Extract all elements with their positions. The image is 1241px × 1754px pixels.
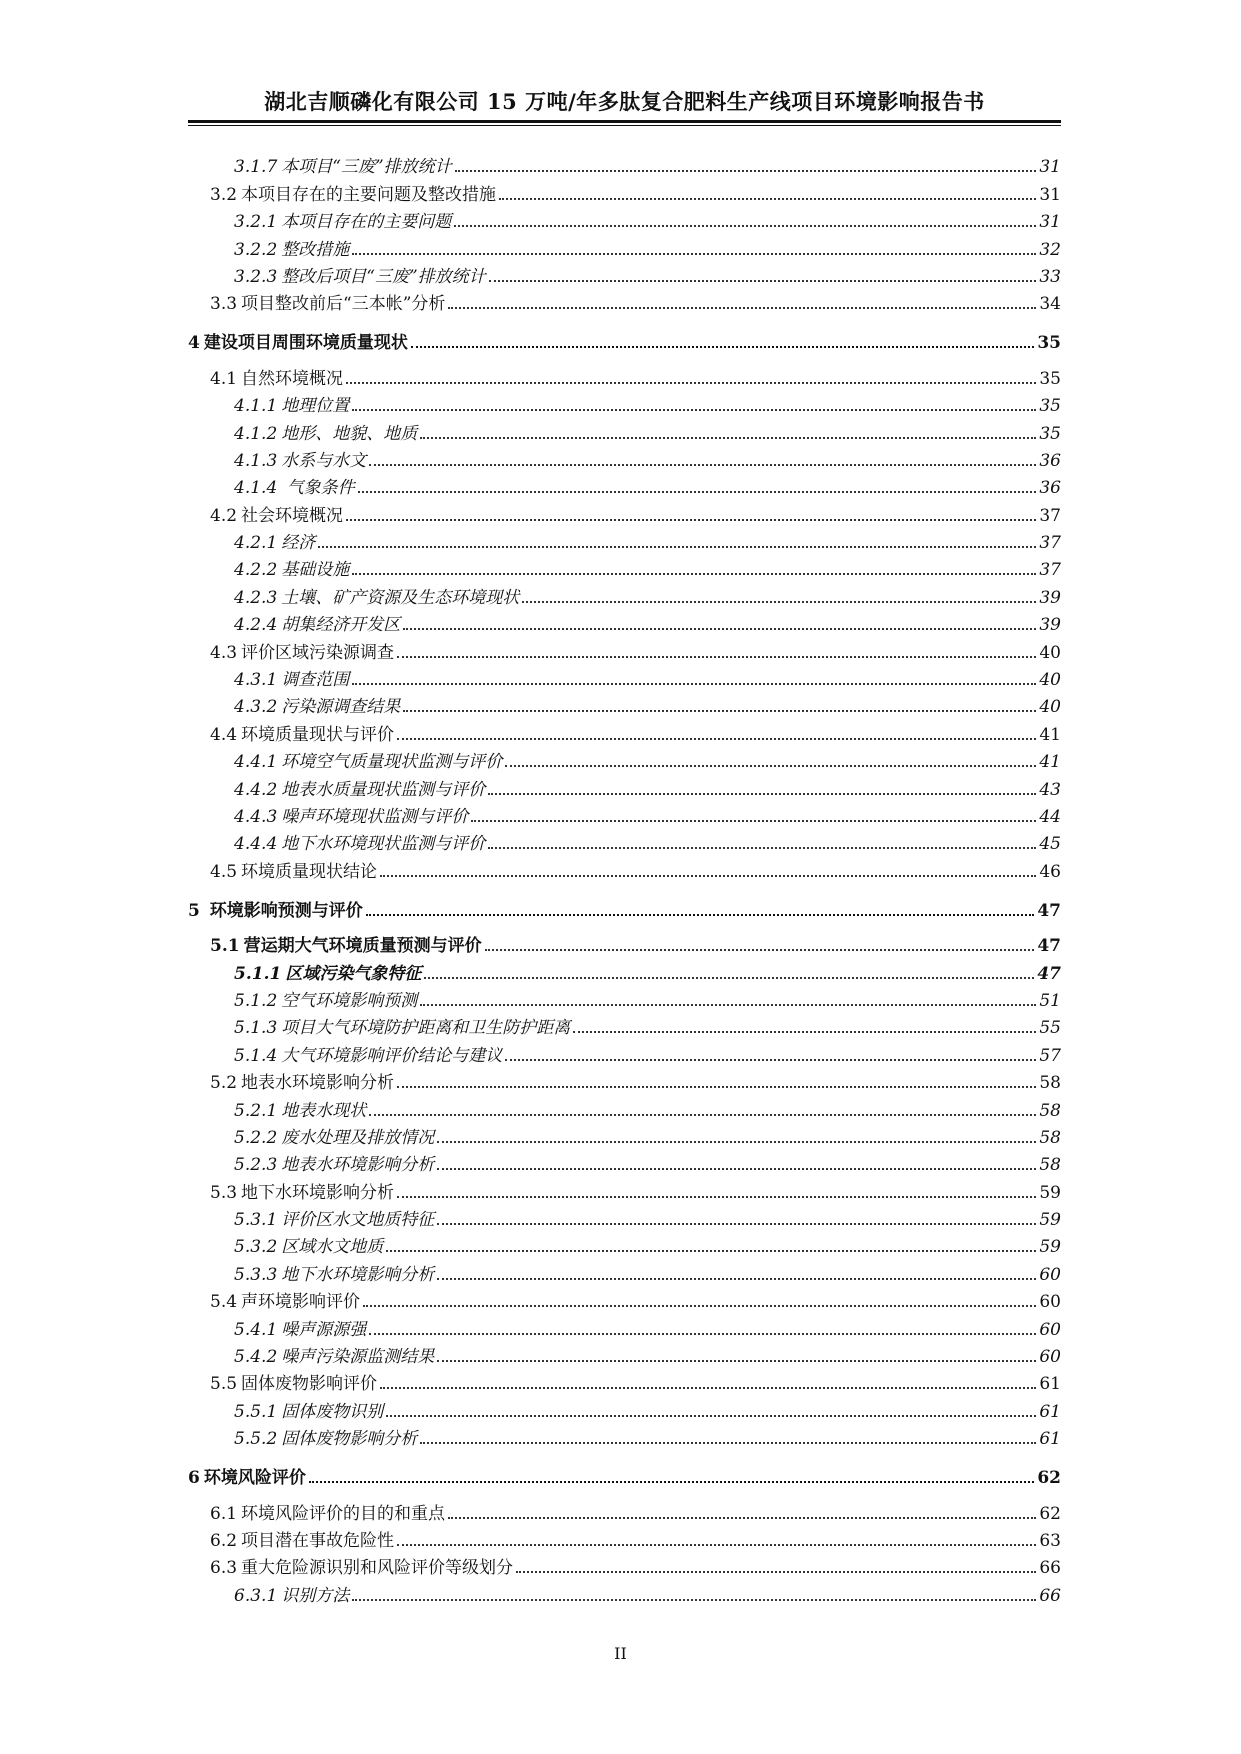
- toc-entry-number: 4.3.1: [234, 670, 278, 691]
- toc-entry-number: 6.3.1: [234, 1585, 278, 1606]
- toc-dot-leader: [573, 1031, 1036, 1033]
- toc-entry-title: 评价区水文地质特征: [281, 1210, 435, 1231]
- toc-entry-number: 5.5: [210, 1374, 238, 1395]
- toc-dot-leader: [411, 346, 1034, 348]
- toc-entry-number: 5.2.2: [234, 1127, 278, 1148]
- toc-entry[interactable]: [188, 498, 1061, 525]
- toc-entry[interactable]: [188, 1551, 1061, 1578]
- toc-entry[interactable]: [188, 389, 1061, 416]
- toc-entry-page: 31: [1039, 184, 1061, 205]
- toc-entry-page: 41: [1039, 724, 1061, 745]
- toc-entry-page: 57: [1039, 1045, 1061, 1066]
- toc-entry-number: 5.2.1: [234, 1100, 278, 1121]
- toc-entry[interactable]: [188, 361, 1061, 388]
- toc-entry-number: 5.4.1: [234, 1319, 278, 1340]
- toc-entry-page: 55: [1039, 1018, 1061, 1039]
- toc-entry-number: 4.3: [210, 642, 238, 663]
- toc-dot-leader: [516, 1571, 1036, 1573]
- toc-entry-page: 32: [1039, 239, 1061, 260]
- toc-entry[interactable]: [188, 580, 1061, 607]
- toc-entry[interactable]: [188, 1340, 1061, 1367]
- toc-entry-title: 营运期大气环境质量预测与评价: [243, 936, 482, 957]
- toc-entry-title: 项目整改前后“三本帐”分析: [241, 294, 446, 315]
- toc-entry-number: 5.2: [210, 1073, 238, 1094]
- toc-entry-title: 重大危险源识别和风险评价等级划分: [241, 1558, 514, 1579]
- toc-entry-number: 5.1: [210, 936, 240, 957]
- toc-entry-title: 声环境影响评价: [241, 1292, 361, 1313]
- toc-entry[interactable]: [188, 772, 1061, 799]
- toc-entry-page: 40: [1039, 697, 1061, 718]
- toc-dot-leader: [346, 382, 1036, 384]
- toc-entry-title: 环境空气质量现状监测与评价: [281, 752, 503, 773]
- toc-entry-title: 建设项目周围环境质量现状: [203, 333, 408, 354]
- toc-entry-number: 6: [188, 1468, 200, 1489]
- toc-entry-title: 环境风险评价: [203, 1468, 306, 1489]
- toc-entry-number: 4.1.2: [234, 423, 278, 444]
- toc-entry-page: 60: [1039, 1264, 1061, 1285]
- toc-entry-number: 5.1.2: [234, 990, 278, 1011]
- toc-dot-leader: [505, 1059, 1036, 1061]
- toc-entry[interactable]: [188, 471, 1061, 498]
- toc-entry-page: 35: [1037, 333, 1061, 354]
- table-of-contents: [188, 150, 1061, 1606]
- toc-dot-leader: [424, 977, 1034, 979]
- toc-dot-leader: [522, 601, 1036, 603]
- toc-entry-page: 43: [1039, 779, 1061, 800]
- toc-dot-leader: [369, 1333, 1036, 1335]
- toc-entry-number: 5: [188, 900, 200, 921]
- toc-entry[interactable]: [188, 1038, 1061, 1065]
- toc-dot-leader: [397, 1086, 1036, 1088]
- toc-entry-number: 3.2.3: [234, 266, 278, 287]
- toc-entry-page: 66: [1039, 1585, 1061, 1606]
- toc-entry-page: 40: [1039, 642, 1061, 663]
- toc-entry[interactable]: [188, 1285, 1061, 1312]
- toc-entry-number: 4.4: [210, 724, 238, 745]
- toc-entry-number: 4.1: [210, 368, 238, 389]
- toc-dot-leader: [437, 1360, 1036, 1362]
- toc-entry[interactable]: [188, 717, 1061, 744]
- toc-dot-leader: [488, 847, 1036, 849]
- toc-dot-leader: [448, 1517, 1036, 1519]
- toc-entry-number: 5.4.2: [234, 1347, 278, 1368]
- toc-entry[interactable]: [188, 956, 1061, 983]
- toc-dot-leader: [363, 1305, 1036, 1307]
- toc-entry-title: 本项目存在的主要问题及整改措施: [241, 184, 497, 205]
- toc-entry[interactable]: [188, 608, 1061, 635]
- toc-entry[interactable]: [188, 1148, 1061, 1175]
- toc-entry[interactable]: [188, 690, 1061, 717]
- toc-dot-leader: [318, 546, 1036, 548]
- toc-entry[interactable]: [188, 232, 1061, 259]
- toc-entry[interactable]: [188, 205, 1061, 232]
- toc-entry-page: 44: [1039, 806, 1061, 827]
- toc-entry-title: 水系与水文: [281, 450, 367, 471]
- toc-entry-page: 34: [1039, 294, 1061, 315]
- toc-entry-title: 区域水文地质: [281, 1237, 384, 1258]
- toc-entry-page: 33: [1039, 266, 1061, 287]
- toc-entry-number: 5.4: [210, 1292, 238, 1313]
- toc-entry-number: 4.1.3: [234, 450, 278, 471]
- toc-entry-page: 46: [1039, 861, 1061, 882]
- toc-dot-leader: [505, 765, 1036, 767]
- toc-dot-leader: [352, 683, 1036, 685]
- toc-entry-page: 60: [1039, 1292, 1061, 1313]
- toc-entry-title: 基础设施: [281, 560, 350, 581]
- toc-entry-number: 5.3: [210, 1182, 238, 1203]
- toc-entry[interactable]: [188, 444, 1061, 471]
- toc-dot-leader: [352, 1599, 1036, 1601]
- toc-entry[interactable]: [188, 1257, 1061, 1284]
- toc-entry-page: 39: [1039, 587, 1061, 608]
- toc-entry-page: 31: [1039, 157, 1061, 178]
- toc-dot-leader: [309, 1481, 1034, 1483]
- toc-dot-leader: [397, 1196, 1036, 1198]
- toc-entry-page: 37: [1039, 560, 1061, 581]
- toc-entry-title: 环境质量现状结论: [241, 861, 378, 882]
- toc-entry-title: 本项目“三废”排放统计: [281, 157, 452, 178]
- toc-entry[interactable]: [188, 287, 1061, 314]
- toc-entry[interactable]: [188, 1011, 1061, 1038]
- toc-dot-leader: [397, 1544, 1036, 1546]
- toc-entry-title: 地表水环境影响分析: [281, 1155, 435, 1176]
- toc-dot-leader: [386, 1250, 1036, 1252]
- toc-entry-number: 5.1.4: [234, 1045, 278, 1066]
- toc-entry[interactable]: [188, 1367, 1061, 1394]
- toc-entry-number: 5.1.3: [234, 1018, 278, 1039]
- toc-entry[interactable]: [188, 663, 1061, 690]
- toc-entry-title: 社会环境概况: [241, 505, 344, 526]
- toc-entry-number: 5.5.1: [234, 1401, 278, 1422]
- toc-entry-page: 36: [1039, 450, 1061, 471]
- toc-entry[interactable]: [188, 1422, 1061, 1449]
- toc-dot-leader: [437, 1278, 1036, 1280]
- document-header-title: 湖北吉顺磷化有限公司 15 万吨/年多肽复合肥料生产线项目环境影响报告书: [264, 89, 985, 114]
- toc-entry-title: 地表水环境影响分析: [241, 1073, 395, 1094]
- toc-dot-leader: [369, 1114, 1036, 1116]
- toc-entry-page: 36: [1039, 478, 1061, 499]
- toc-entry[interactable]: [188, 1578, 1061, 1605]
- toc-entry-page: 41: [1039, 752, 1061, 773]
- toc-dot-leader: [420, 1004, 1036, 1006]
- toc-entry[interactable]: [188, 260, 1061, 287]
- toc-entry-title: 土壤、矿产资源及生态环境现状: [281, 587, 520, 608]
- header-rule-thin: [188, 125, 1061, 126]
- toc-dot-leader: [352, 573, 1036, 575]
- toc-entry[interactable]: [188, 1458, 1061, 1488]
- toc-entry-title: 项目大气环境防护距离和卫生防护距离: [281, 1018, 571, 1039]
- toc-entry[interactable]: [188, 635, 1061, 662]
- toc-dot-leader: [380, 875, 1036, 877]
- toc-entry-page: 58: [1039, 1073, 1061, 1094]
- toc-entry[interactable]: [188, 891, 1061, 921]
- toc-entry-page: 60: [1039, 1319, 1061, 1340]
- toc-entry-title: 地下水环境影响分析: [241, 1182, 395, 1203]
- toc-dot-leader: [488, 793, 1036, 795]
- toc-entry-title: 噪声环境现状监测与评价: [281, 806, 469, 827]
- toc-entry-title: 噪声污染源监测结果: [281, 1347, 435, 1368]
- toc-entry-page: 47: [1037, 936, 1061, 957]
- toc-entry-title: 本项目存在的主要问题: [281, 212, 452, 233]
- toc-dot-leader: [485, 949, 1035, 951]
- toc-entry-number: 4.1.1: [234, 396, 278, 417]
- toc-entry-page: 47: [1037, 963, 1061, 984]
- toc-entry-number: 4.4.2: [234, 779, 278, 800]
- toc-entry-title: 整改后项目“三废”排放统计: [281, 266, 486, 287]
- toc-entry-page: 63: [1039, 1530, 1061, 1551]
- toc-dot-leader: [386, 1415, 1036, 1417]
- toc-entry-number: 4: [188, 333, 200, 354]
- toc-entry-number: 4.2.2: [234, 560, 278, 581]
- page-number: II: [614, 1644, 627, 1663]
- toc-entry-page: 47: [1037, 900, 1061, 921]
- toc-entry[interactable]: [188, 150, 1061, 177]
- toc-entry-number: 5.5.2: [234, 1429, 278, 1450]
- toc-dot-leader: [403, 628, 1036, 630]
- toc-entry-title: 环境风险评价的目的和重点: [241, 1503, 446, 1524]
- toc-entry[interactable]: [188, 1066, 1061, 1093]
- toc-entry-title: 地下水环境影响分析: [281, 1264, 435, 1285]
- toc-dot-leader: [471, 820, 1036, 822]
- toc-entry[interactable]: [188, 929, 1061, 956]
- toc-entry-page: 66: [1039, 1558, 1061, 1579]
- toc-entry-title: 调查范围: [281, 670, 350, 691]
- toc-entry-page: 51: [1039, 990, 1061, 1011]
- toc-entry[interactable]: [188, 1121, 1061, 1148]
- toc-entry-number: 4.2.3: [234, 587, 278, 608]
- toc-dot-leader: [454, 225, 1036, 227]
- toc-entry[interactable]: [188, 1394, 1061, 1421]
- toc-dot-leader: [437, 1168, 1036, 1170]
- toc-entry-number: 6.3: [210, 1558, 238, 1579]
- toc-entry[interactable]: [188, 745, 1061, 772]
- toc-entry-title: 固体废物影响分析: [281, 1429, 418, 1450]
- toc-entry-page: 35: [1039, 423, 1061, 444]
- toc-entry-page: 60: [1039, 1347, 1061, 1368]
- toc-entry-title: 经济: [281, 533, 316, 554]
- toc-dot-leader: [437, 1141, 1036, 1143]
- toc-entry-title: 项目潜在事故危险性: [241, 1530, 395, 1551]
- toc-entry-number: 4.4.1: [234, 752, 278, 773]
- toc-entry[interactable]: [188, 1312, 1061, 1339]
- toc-entry-title: 识别方法: [281, 1585, 350, 1606]
- toc-entry-number: 3.1.7: [234, 157, 278, 178]
- toc-entry-page: 35: [1039, 368, 1061, 389]
- toc-entry-number: 4.2.1: [234, 533, 278, 554]
- toc-entry-number: 5.2.3: [234, 1155, 278, 1176]
- toc-entry[interactable]: [188, 553, 1061, 580]
- toc-entry-number: 3.2.2: [234, 239, 278, 260]
- toc-entry-title: 整改措施: [281, 239, 350, 260]
- toc-dot-leader: [437, 1223, 1036, 1225]
- toc-entry-number: 5.1.1: [234, 963, 282, 984]
- toc-entry[interactable]: [188, 1524, 1061, 1551]
- toc-entry-page: 37: [1039, 533, 1061, 554]
- toc-entry-page: 31: [1039, 212, 1061, 233]
- toc-dot-leader: [352, 409, 1036, 411]
- toc-entry-number: 4.3.2: [234, 697, 278, 718]
- toc-entry-title: 大气环境影响评价结论与建议: [281, 1045, 503, 1066]
- toc-entry-title: 污染源调查结果: [281, 697, 401, 718]
- toc-entry[interactable]: [188, 1496, 1061, 1523]
- toc-entry[interactable]: [188, 1203, 1061, 1230]
- toc-entry-number: 3.3: [210, 294, 238, 315]
- toc-entry-page: 37: [1039, 505, 1061, 526]
- toc-entry-number: 3.2.1: [234, 212, 278, 233]
- toc-dot-leader: [448, 307, 1036, 309]
- toc-entry-number: 6.1: [210, 1503, 238, 1524]
- toc-entry[interactable]: [188, 526, 1061, 553]
- toc-entry[interactable]: [188, 1093, 1061, 1120]
- toc-entry-page: 61: [1039, 1374, 1061, 1395]
- toc-entry-title: 环境质量现状与评价: [241, 724, 395, 745]
- toc-entry-title: 地理位置: [281, 396, 350, 417]
- toc-entry-title: 噪声源源强: [281, 1319, 367, 1340]
- toc-entry[interactable]: [188, 177, 1061, 204]
- toc-dot-leader: [346, 519, 1036, 521]
- toc-entry-number: 5.3.1: [234, 1210, 278, 1231]
- toc-dot-leader: [455, 170, 1037, 172]
- toc-entry[interactable]: [188, 1175, 1061, 1202]
- toc-entry-number: 4.2.4: [234, 615, 278, 636]
- toc-entry-title: 地表水质量现状监测与评价: [281, 779, 486, 800]
- toc-entry-page: 35: [1039, 396, 1061, 417]
- toc-entry-title: 评价区域污染源调查: [241, 642, 395, 663]
- toc-dot-leader: [397, 656, 1036, 658]
- toc-entry-title: 气象条件: [281, 478, 355, 499]
- toc-dot-leader: [369, 464, 1036, 466]
- toc-entry-title: 区域污染气象特征: [285, 963, 422, 984]
- toc-entry-title: 固体废物影响评价: [241, 1374, 378, 1395]
- toc-entry-page: 61: [1039, 1429, 1061, 1450]
- toc-dot-leader: [489, 280, 1037, 282]
- toc-entry-number: 4.1.4: [234, 478, 278, 499]
- toc-entry-page: 58: [1039, 1127, 1061, 1148]
- toc-entry-page: 62: [1039, 1503, 1061, 1524]
- toc-entry[interactable]: [188, 800, 1061, 827]
- toc-entry-number: 6.2: [210, 1530, 238, 1551]
- toc-entry-title: 胡集经济开发区: [281, 615, 401, 636]
- toc-entry[interactable]: [188, 984, 1061, 1011]
- toc-entry-title: 地形、地貌、地质: [281, 423, 418, 444]
- toc-entry-page: 58: [1039, 1155, 1061, 1176]
- toc-entry-page: 40: [1039, 670, 1061, 691]
- toc-entry-number: 4.5: [210, 861, 238, 882]
- toc-entry-number: 4.4.4: [234, 834, 278, 855]
- toc-dot-leader: [420, 437, 1036, 439]
- toc-dot-leader: [352, 253, 1036, 255]
- toc-entry-page: 59: [1039, 1210, 1061, 1231]
- toc-entry-page: 61: [1039, 1401, 1061, 1422]
- toc-entry-page: 58: [1039, 1100, 1061, 1121]
- toc-dot-leader: [380, 1387, 1036, 1389]
- toc-dot-leader: [397, 738, 1036, 740]
- toc-entry-number: 4.2: [210, 505, 238, 526]
- toc-dot-leader: [420, 1442, 1036, 1444]
- toc-entry-title: 地下水环境现状监测与评价: [281, 834, 486, 855]
- toc-entry-title: 自然环境概况: [241, 368, 344, 389]
- toc-entry-page: 45: [1039, 834, 1061, 855]
- header-rule-thick: [188, 120, 1061, 123]
- toc-entry[interactable]: [188, 854, 1061, 881]
- toc-entry-number: 5.3.2: [234, 1237, 278, 1258]
- toc-entry-page: 59: [1039, 1182, 1061, 1203]
- toc-entry-number: 5.3.3: [234, 1264, 278, 1285]
- toc-entry-title: 环境影响预测与评价: [203, 900, 363, 921]
- toc-entry-title: 空气环境影响预测: [281, 990, 418, 1011]
- toc-entry[interactable]: [188, 1230, 1061, 1257]
- toc-entry-number: 4.4.3: [234, 806, 278, 827]
- toc-dot-leader: [403, 710, 1036, 712]
- toc-dot-leader: [499, 198, 1036, 200]
- toc-entry-title: 地表水现状: [281, 1100, 367, 1121]
- toc-entry[interactable]: [188, 827, 1061, 854]
- toc-dot-leader: [366, 914, 1035, 916]
- toc-entry-page: 39: [1039, 615, 1061, 636]
- toc-dot-leader: [358, 491, 1037, 493]
- toc-entry-page: 62: [1037, 1468, 1061, 1489]
- toc-entry-title: 固体废物识别: [281, 1401, 384, 1422]
- toc-entry[interactable]: [188, 323, 1061, 353]
- toc-entry[interactable]: [188, 416, 1061, 443]
- toc-entry-page: 59: [1039, 1237, 1061, 1258]
- toc-entry-title: 废水处理及排放情况: [281, 1127, 435, 1148]
- toc-entry-number: 3.2: [210, 184, 238, 205]
